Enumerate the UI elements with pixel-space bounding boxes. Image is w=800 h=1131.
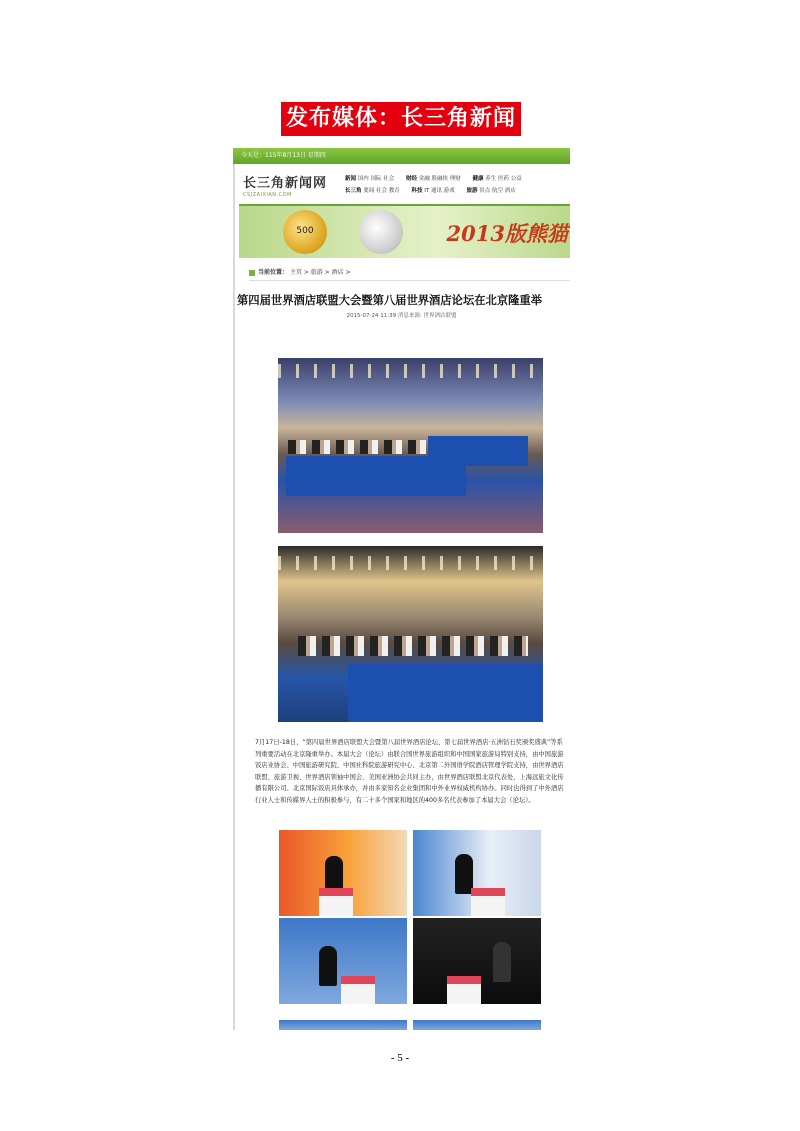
site-logo[interactable] bbox=[243, 172, 327, 198]
nav-group-tech[interactable]: 科技 IT 通讯 游戏 bbox=[411, 188, 455, 194]
podium-flowers bbox=[319, 888, 353, 916]
speaker-figure bbox=[319, 946, 337, 986]
coin-value-label: 500 bbox=[296, 226, 314, 236]
nav-row-2 bbox=[345, 186, 526, 194]
nav-group-news[interactable]: 新闻 国内 国际 社会 bbox=[345, 176, 395, 182]
page-border bbox=[233, 148, 235, 1030]
speaker-photo-3 bbox=[279, 918, 407, 1004]
breadcrumb-marker-icon bbox=[249, 270, 255, 276]
news-page-screenshot bbox=[233, 148, 570, 1030]
media-source-banner: 发布媒体：长三角新闻 bbox=[281, 102, 521, 136]
speaker-photo-6-partial bbox=[413, 1020, 541, 1030]
logo-chinese: 长三角新闻网 bbox=[243, 176, 328, 191]
nav-group-health[interactable]: 健康 养生 医药 公益 bbox=[472, 176, 522, 182]
breadcrumb-path[interactable]: 主页 > 旅游 > 酒店 > bbox=[289, 269, 351, 276]
article-meta: 2015-07-24 11:39 消息来源: 世界酒店联盟 bbox=[346, 313, 457, 319]
nav-group-csj[interactable]: 长三角 要闻 社会 教育 bbox=[345, 188, 400, 194]
logo-english: CSJZAIXIAN.COM bbox=[243, 192, 292, 198]
banner-slogan: 2013版熊猫 bbox=[446, 221, 568, 246]
breadcrumb-label: 当前位置： bbox=[258, 269, 289, 276]
speaker-figure bbox=[493, 942, 511, 982]
blue-table bbox=[348, 664, 543, 722]
article-title: 第四届世界酒店联盟大会暨第八届世界酒店论坛在北京隆重举 bbox=[237, 293, 543, 307]
front-row-guests bbox=[298, 636, 528, 656]
conference-photo-audience bbox=[278, 358, 543, 533]
blue-table bbox=[428, 436, 528, 466]
ceiling-lights bbox=[278, 364, 543, 378]
speaker-photo-4 bbox=[413, 918, 541, 1004]
speaker-photo-1 bbox=[279, 830, 407, 916]
article-paragraph: 7月17日-18日，“第四届世界酒店联盟大会暨第八届世界酒店论坛、第七届世界酒店·五洲钻石奖颁奖盛典”等系列重要活动在北京隆重举办。本届大会（论坛）由联合国世界旅游组织和中国国家旅游局特别支持，由中国旅游饭店业协会、中国旅游研究院、中国社科院旅游研究中心、北京第二外国语学院酒店管理学院支持，由世界酒店联盟、旅游卫视、世界酒店领袖中国会、美国亚洲协会共同主办，由世界酒店联盟北京代表处、上海远旅文化传播有限公司、北京国际饭店具体承办，并由多家知名企业集团和中外业界权威机构协办。同时也得到了中外酒店行业人士和传媒界人士的积极参与，有二十多个国家和地区的400多名代表参加了本届大会（论坛）。 bbox=[255, 739, 564, 804]
ceiling-lights bbox=[278, 556, 543, 570]
page-number: - 5 - bbox=[390, 1052, 410, 1064]
podium-flowers bbox=[471, 888, 505, 916]
conference-photo-front-row bbox=[278, 546, 543, 722]
podium-flowers bbox=[341, 976, 375, 1004]
nav-group-finance[interactable]: 财经 金融 股融侠 理财 bbox=[406, 176, 461, 182]
breadcrumb bbox=[249, 266, 570, 281]
nav-group-travel[interactable]: 旅游 景点 航空 酒店 bbox=[466, 188, 516, 194]
nav-row-1 bbox=[345, 174, 532, 182]
panda-coin-ad-banner[interactable] bbox=[239, 204, 570, 258]
silver-panda-coin-image bbox=[359, 210, 403, 254]
speaker-photo-5-partial bbox=[279, 1020, 407, 1030]
speaker-photo-2 bbox=[413, 830, 541, 916]
gold-panda-coin-image bbox=[283, 210, 327, 254]
podium-flowers bbox=[447, 976, 481, 1004]
date-bar: 今天是：115年8月13日 星期四 bbox=[233, 148, 570, 164]
